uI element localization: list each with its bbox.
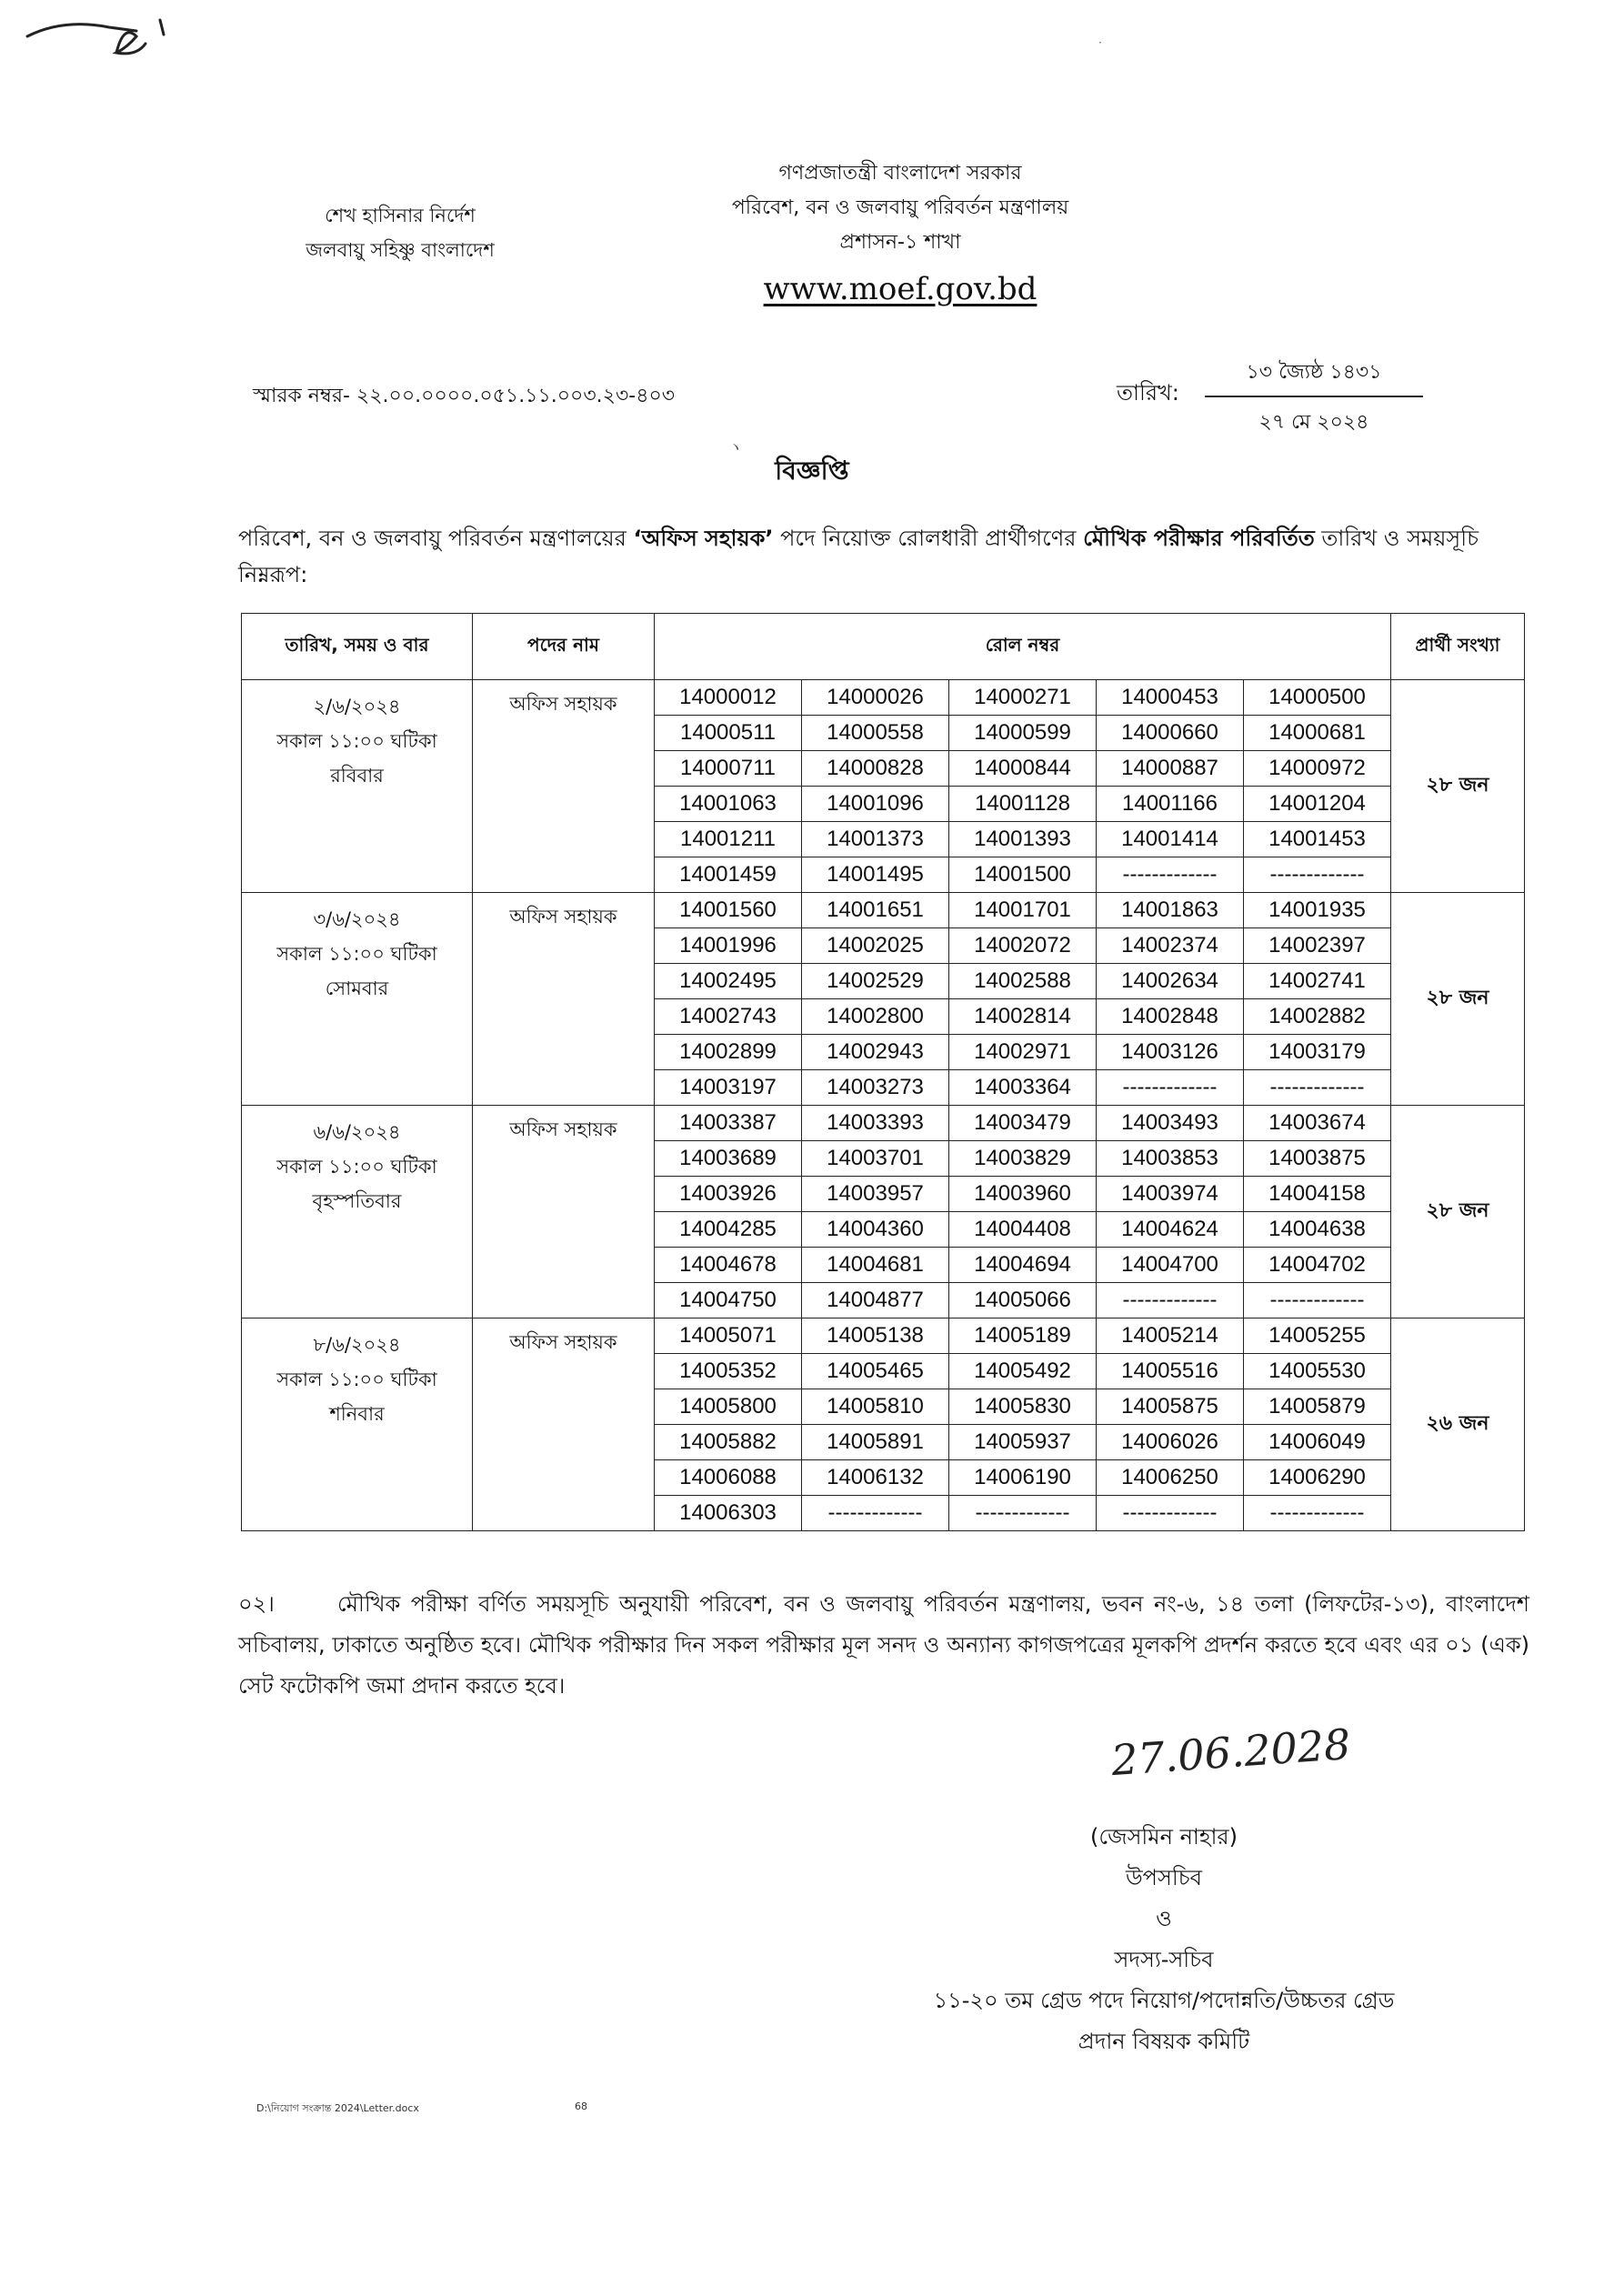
session-day: বৃহস্পতিবার (312, 1190, 402, 1212)
roll-number-cell: 14006250 (1097, 1460, 1244, 1496)
roll-number-cell: ------------- (802, 1496, 949, 1531)
roll-number-cell: 14000972 (1244, 751, 1391, 787)
roll-number-cell: 14006049 (1244, 1425, 1391, 1460)
roll-number-cell: 14001393 (949, 822, 1097, 857)
roll-number-cell: 14004285 (655, 1212, 802, 1248)
roll-number-cell: 14002800 (802, 999, 949, 1035)
roll-number-cell: 14003493 (1097, 1106, 1244, 1141)
roll-number-cell: 14002848 (1097, 999, 1244, 1035)
roll-number-cell: 14002495 (655, 964, 802, 999)
session-date-cell (242, 1106, 473, 1318)
roll-number-cell: 14000711 (655, 751, 802, 787)
roll-number-cell: 14003126 (1097, 1035, 1244, 1070)
roll-number-cell: 14001211 (655, 822, 802, 857)
session-candidate-count: ২৮ জন (1391, 893, 1525, 1106)
date-gregorian: ২৭ মে ২০২৪ (1258, 411, 1369, 434)
table-row (242, 1106, 1525, 1141)
roll-number-cell: 14000828 (802, 751, 949, 787)
roll-number-cell: 14005830 (949, 1389, 1097, 1425)
roll-number-cell: ------------- (1097, 1070, 1244, 1106)
session-date: ৩/৬/২০২৪ (313, 908, 401, 930)
header-candidate-count: প্রার্থী সংখ্যা (1391, 614, 1525, 680)
session-candidate-count: ২৮ জন (1391, 1106, 1525, 1318)
paragraph-number: ০২। (238, 1591, 275, 1617)
session-candidate-count: ২৮ জন (1391, 680, 1525, 893)
header-post-name: পদের নাম (473, 614, 655, 680)
roll-number-cell: 14000681 (1244, 716, 1391, 751)
roll-number-cell: 14006290 (1244, 1460, 1391, 1496)
roll-number-cell: 14003479 (949, 1106, 1097, 1141)
roll-number-cell: 14001935 (1244, 893, 1391, 928)
roll-number-cell: 14005530 (1244, 1354, 1391, 1389)
session-post-name: অফিস সহায়ক (473, 1318, 655, 1531)
roll-number-cell: 14005882 (655, 1425, 802, 1460)
session-date-cell (242, 680, 473, 893)
signature-date: 27.06.2028 (1109, 1719, 1352, 1786)
roll-number-cell: 14002943 (802, 1035, 949, 1070)
committee-line-2: প্রদান বিষয়ক কমিটি (1078, 2029, 1250, 2054)
roll-number-cell: 14004694 (949, 1248, 1097, 1283)
roll-number-cell: 14005891 (802, 1425, 949, 1460)
roll-number-cell: 14003960 (949, 1177, 1097, 1212)
intro-exam-changed: মৌখিক পরীক্ষার পরিবর্তিত (1083, 526, 1315, 551)
session-date: ২/৬/২০২৪ (313, 696, 401, 717)
session-day: শনিবার (329, 1403, 385, 1425)
roll-number-cell: 14000511 (655, 716, 802, 751)
session-date-cell (242, 1318, 473, 1531)
header-office (627, 156, 1173, 260)
slogan-line-1: শেখ হাসিনার নির্দেশ (325, 205, 476, 226)
roll-number-cell: 14004158 (1244, 1177, 1391, 1212)
session-day: সোমবার (325, 978, 389, 999)
website-link[interactable]: www.moef.gov.bd (763, 271, 1038, 307)
intro-post-name: ‘অফিস সহায়ক’ (633, 526, 774, 551)
session-time: সকাল ১১:০০ ঘটিকা (276, 730, 437, 752)
roll-number-cell: 14003829 (949, 1141, 1097, 1177)
session-time: সকাল ১১:০০ ঘটিকা (276, 1156, 437, 1178)
roll-number-cell: ------------- (949, 1496, 1097, 1531)
paragraph-text: মৌখিক পরীক্ষা বর্ণিত সময়সূচি অনুযায়ী পরিবেশ, বন ও জলবায়ু পরিবর্তন মন্ত্রণালয়, ভবন নং-৬, ১৪ তলা (লিফটের-১৩), বাংলাদেশ সচিবালয়, ঢাকাতে অনুষ্ঠিত হবে। মৌখিক পরীক্ষার দিন সকল পরীক্ষার মূল সনদ ও অন্যান্য কাগজপত্রের মূলকপি প্রদর্শন করতে হবে এবং এর ০১ (এক) সেট ফটোকপি জমা প্রদান করতে হবে। (238, 1591, 1530, 1699)
paragraph-02 (238, 1584, 1529, 1707)
roll-number-cell: 14003957 (802, 1177, 949, 1212)
roll-number-cell: 14003364 (949, 1070, 1097, 1106)
roll-number-cell: 14001651 (802, 893, 949, 928)
roll-number-cell: 14001453 (1244, 822, 1391, 857)
roll-number-cell: ------------- (1244, 1070, 1391, 1106)
roll-number-cell: ------------- (1244, 857, 1391, 893)
session-post-name: অফিস সহায়ক (473, 1106, 655, 1318)
speck-mark: · (1098, 36, 1102, 49)
roll-number-cell: 14004681 (802, 1248, 949, 1283)
roll-number-cell: ------------- (1097, 857, 1244, 893)
roll-number-cell: 14001495 (802, 857, 949, 893)
table-row (242, 893, 1525, 928)
table-row (242, 680, 1525, 716)
header-roll-number: রোল নম্বর (655, 614, 1391, 680)
handwritten-signature (0, 0, 382, 145)
roll-number-cell: 14002741 (1244, 964, 1391, 999)
roll-number-cell: 14001128 (949, 787, 1097, 822)
roll-number-cell: 14000026 (802, 680, 949, 716)
intro-part-1: পরিবেশ, বন ও জলবায়ু পরিবর্তন মন্ত্রণালয়ের (238, 526, 634, 551)
roll-number-cell: 14005879 (1244, 1389, 1391, 1425)
date-bangla: ১৩ জ্যৈষ্ঠ ১৪৩১ (1205, 356, 1423, 397)
roll-number-cell: 14005810 (802, 1389, 949, 1425)
roll-number-cell: 14003701 (802, 1141, 949, 1177)
roll-number-cell: 14003387 (655, 1106, 802, 1141)
roll-number-cell: 14006303 (655, 1496, 802, 1531)
roll-number-cell: 14005492 (949, 1354, 1097, 1389)
roll-number-cell: 14002743 (655, 999, 802, 1035)
signatory-designation: উপসচিব (1125, 1865, 1203, 1890)
roll-number-cell: 14003674 (1244, 1106, 1391, 1141)
header-date-time-day: তারিখ, সময় ও বার (242, 614, 473, 680)
roll-number-cell: 14004624 (1097, 1212, 1244, 1248)
branch-name: প্রশাসন-১ শাখা (839, 231, 961, 254)
roll-number-cell: ------------- (1244, 1283, 1391, 1318)
roll-number-cell: 14003853 (1097, 1141, 1244, 1177)
session-post-name: অফিস সহায়ক (473, 680, 655, 893)
roll-number-cell: 14001096 (802, 787, 949, 822)
footer-file-path: D:\নিয়োগ সংক্রান্ত 2024\Letter.docx (256, 2102, 419, 2114)
roll-number-cell: ------------- (1097, 1496, 1244, 1531)
roll-number-cell: 14001560 (655, 893, 802, 928)
roll-number-cell: ------------- (1097, 1283, 1244, 1318)
roll-number-cell: 14005071 (655, 1318, 802, 1354)
roll-number-cell: 14005138 (802, 1318, 949, 1354)
roll-number-cell: 14001500 (949, 857, 1097, 893)
roll-number-cell: 14003689 (655, 1141, 802, 1177)
roll-number-cell: 14002814 (949, 999, 1097, 1035)
roll-number-cell: 14003974 (1097, 1177, 1244, 1212)
roll-number-cell: 14000660 (1097, 716, 1244, 751)
roll-number-cell: 14005875 (1097, 1389, 1244, 1425)
roll-number-cell: 14005189 (949, 1318, 1097, 1354)
roll-number-cell: 14003179 (1244, 1035, 1391, 1070)
table-row (242, 1318, 1525, 1354)
roll-number-cell: 14006088 (655, 1460, 802, 1496)
signatory-role: সদস্য-সচিব (1114, 1947, 1214, 1972)
pen-mark: ヽ (727, 438, 744, 457)
session-post-name: অফিস সহায়ক (473, 893, 655, 1106)
roll-number-cell: 14000558 (802, 716, 949, 751)
footer-page-code: 68 (575, 2100, 587, 2112)
roll-number-cell: 14001166 (1097, 787, 1244, 822)
memo-number: স্মারক নম্বর- ২২.০০.০০০০.০৫১.১১.০০৩.২৩-৪০৩ (253, 385, 676, 407)
slogan-line-2: জলবায়ু সহিষ্ণু বাংলাদেশ (306, 239, 495, 261)
roll-number-cell: 14002072 (949, 928, 1097, 964)
roll-number-cell: 14005800 (655, 1389, 802, 1425)
roll-number-cell: 14005937 (949, 1425, 1097, 1460)
roll-number-cell: 14004360 (802, 1212, 949, 1248)
roll-number-cell: 14003875 (1244, 1141, 1391, 1177)
roll-number-cell: 14001373 (802, 822, 949, 857)
roll-number-cell: 14005465 (802, 1354, 949, 1389)
roll-number-cell: 14006190 (949, 1460, 1097, 1496)
roll-number-cell: 14000844 (949, 751, 1097, 787)
date-label: তারিখ: (1117, 380, 1179, 406)
roll-number-cell: 14002634 (1097, 964, 1244, 999)
roll-number-cell: 14002529 (802, 964, 949, 999)
ministry-name: পরিবেশ, বন ও জলবায়ু পরিবর্তন মন্ত্রণালয় (731, 196, 1069, 219)
session-time: সকাল ১১:০০ ঘটিকা (276, 1369, 437, 1390)
session-date: ৮/৬/২০২৪ (313, 1334, 401, 1356)
signature-block (891, 1817, 1437, 2062)
roll-number-cell: 14003926 (655, 1177, 802, 1212)
roll-number-cell: 14001996 (655, 928, 802, 964)
roll-number-cell: 14005066 (949, 1283, 1097, 1318)
roll-number-cell: 14002971 (949, 1035, 1097, 1070)
roll-number-cell: 14002899 (655, 1035, 802, 1070)
roll-number-cell: 14005255 (1244, 1318, 1391, 1354)
roll-number-cell: 14002025 (802, 928, 949, 964)
session-date-cell (242, 893, 473, 1106)
roll-number-cell: 14002882 (1244, 999, 1391, 1035)
roll-number-cell: 14002397 (1244, 928, 1391, 964)
intro-part-3: তারিখ ও সময়সূচি নিম্নরূপ: (238, 526, 1479, 587)
roll-number-cell: 14006026 (1097, 1425, 1244, 1460)
roll-number-cell: 14005214 (1097, 1318, 1244, 1354)
roll-number-cell: 14005516 (1097, 1354, 1244, 1389)
notice-title: বিজ্ঞপ্তি (775, 456, 849, 486)
roll-number-cell: 14002374 (1097, 928, 1244, 964)
schedule-table (241, 613, 1525, 1531)
roll-number-cell: 14001414 (1097, 822, 1244, 857)
committee-line-1: ১১-২০ তম গ্রেড পদে নিয়োগ/পদোন্নতি/উচ্চতর গ্রেড (933, 1988, 1395, 2013)
signatory-and: ও (1156, 1906, 1172, 1931)
roll-number-cell: 14004408 (949, 1212, 1097, 1248)
roll-number-cell: 14004877 (802, 1283, 949, 1318)
session-time: সকাল ১১:০০ ঘটিকা (276, 943, 437, 965)
roll-number-cell: 14004638 (1244, 1212, 1391, 1248)
roll-number-cell: 14006132 (802, 1460, 949, 1496)
signatory-name: (জেসমিন নাহার) (1090, 1824, 1238, 1850)
roll-number-cell: 14000012 (655, 680, 802, 716)
roll-number-cell: 14002588 (949, 964, 1097, 999)
roll-number-cell: 14004702 (1244, 1248, 1391, 1283)
roll-number-cell: 14000599 (949, 716, 1097, 751)
roll-number-cell: 14003197 (655, 1070, 802, 1106)
roll-number-cell: 14001701 (949, 893, 1097, 928)
date-block (1205, 356, 1423, 440)
session-date: ৬/৬/২০২৪ (313, 1121, 401, 1143)
roll-number-cell: 14001063 (655, 787, 802, 822)
roll-number-cell: 14004750 (655, 1283, 802, 1318)
government-name: গণপ্রজাতন্ত্রী বাংলাদেশ সরকার (778, 162, 1022, 185)
roll-number-cell: 14003273 (802, 1070, 949, 1106)
roll-number-cell: 14001204 (1244, 787, 1391, 822)
table-header-row (242, 614, 1525, 680)
intro-part-2: পদে নিয়োক্ত রোলধারী প্রার্থীগণের (773, 526, 1084, 551)
session-candidate-count: ২৬ জন (1391, 1318, 1525, 1531)
roll-number-cell: 14005352 (655, 1354, 802, 1389)
intro-paragraph (238, 520, 1529, 593)
roll-number-cell: 14003393 (802, 1106, 949, 1141)
roll-number-cell: ------------- (1244, 1496, 1391, 1531)
roll-number-cell: 14000453 (1097, 680, 1244, 716)
header-slogan (227, 198, 573, 267)
roll-number-cell: 14001863 (1097, 893, 1244, 928)
roll-number-cell: 14000271 (949, 680, 1097, 716)
session-day: রবিবার (330, 765, 384, 787)
schedule-body (242, 680, 1525, 1531)
roll-number-cell: 14000887 (1097, 751, 1244, 787)
roll-number-cell: 14004678 (655, 1248, 802, 1283)
roll-number-cell: 14001459 (655, 857, 802, 893)
roll-number-cell: 14000500 (1244, 680, 1391, 716)
roll-number-cell: 14004700 (1097, 1248, 1244, 1283)
